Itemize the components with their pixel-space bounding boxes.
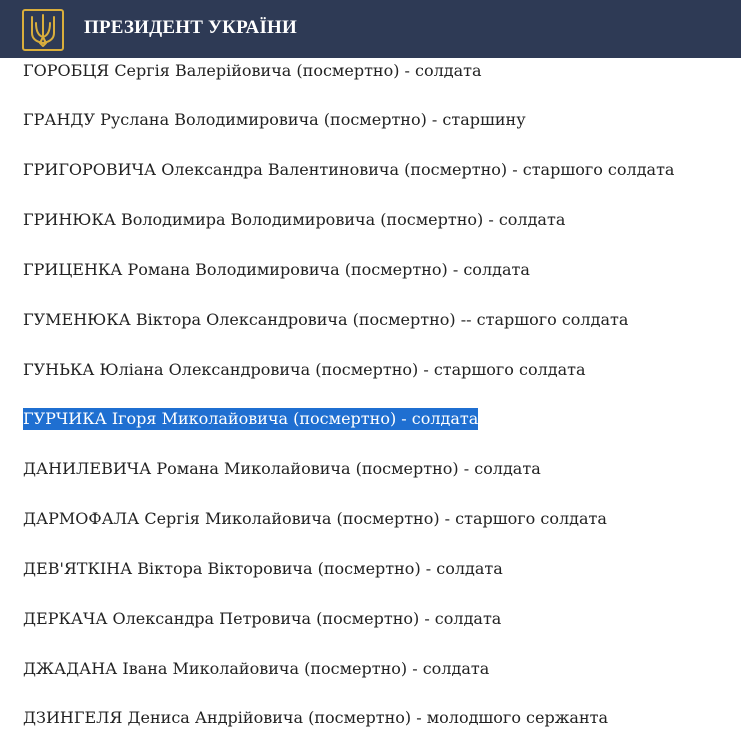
list-item: ГРИГОРОВИЧА Олександра Валентиновича (посмертно) - старшого солдата (23, 160, 675, 179)
list-item: ГУНЬКА Юліана Олександровича (посмертно) - старшого солдата (23, 360, 586, 379)
trident-emblem-icon[interactable] (22, 9, 64, 51)
list-item: ГРИЦЕНКА Романа Володимировича (посмертно) - солдата (23, 260, 530, 279)
list-item: ДЕРКАЧА Олександра Петровича (посмертно) - солдата (23, 609, 502, 628)
site-title[interactable]: ПРЕЗИДЕНТ УКРАЇНИ (84, 17, 298, 38)
list-item: ГРАНДУ Руслана Володимировича (посмертно) - старшину (23, 110, 526, 129)
list-item: ГУМЕНЮКА Віктора Олександровича (посмертно) -- старшого солдата (23, 310, 629, 329)
list-item: ДЗИНГЕЛЯ Дениса Андрійовича (посмертно) - молодшого сержанта (23, 708, 609, 727)
list-item: ДАНИЛЕВИЧА Романа Миколайовича (посмертно) - солдата (23, 459, 541, 478)
list-item: ДЖАДАНА Івана Миколайовича (посмертно) - солдата (23, 659, 490, 678)
list-item: ГРИНЮКА Володимира Володимировича (посмертно) - солдата (23, 210, 566, 229)
list-item: ДАРМОФАЛА Сергія Миколайовича (посмертно) - старшого солдата (23, 509, 607, 528)
list-item: ДЕВ'ЯТКІНА Віктора Вікторовича (посмертно) - солдата (23, 559, 503, 578)
trident-icon (28, 13, 58, 47)
list-item-selected[interactable]: ГУРЧИКА Ігоря Миколайовича (посмертно) - солдата (23, 409, 479, 428)
list-item: ГОРОБЦЯ Сергія Валерійовича (посмертно) - солдата (23, 61, 482, 80)
site-header (0, 0, 741, 58)
